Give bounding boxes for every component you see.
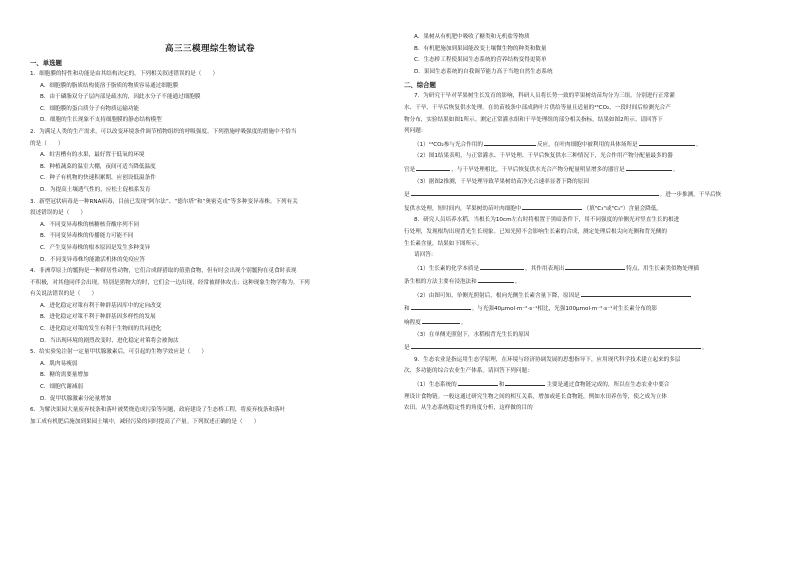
question-line-27: B．糖的需要量增加 [40,372,89,379]
option-line-4: D．果园生态系统的自我调节能力高于当地自然生态系统 [414,68,553,75]
question-line-4: C．细胞膜的蛋白质分子有物质运输功能 [40,105,140,112]
option-line-1: A．果树从有机肥中吸收了糖类和无机盐等物质 [414,34,530,40]
q9-part1: （1）生态系统的 和 主要是通过食物链完成的，所以在生态农业中要合 [404,378,772,392]
right-column [404,32,772,415]
question-line-26: A．肌肉易瘦弱 [40,360,78,367]
question-line-2: A．细胞膜的脂质结构使溶于脂质的物质容易通过细胞膜 [40,82,179,89]
q9-part3: 农田。从生态系统稳定性的角度分析，这样做的目的 [404,405,533,412]
q8-part2-cont: 和 。与光强40μmol·m⁻²·s⁻¹相比，光强100μmol·m⁻²·s⁻¹对生长素分布的影 [404,302,772,316]
left-question-list [30,69,390,428]
question-line-31: 加工成有机肥后施加到果园土壤中，减轻污染的同时提高了产量。下列叙述正确的是（ ） [30,418,260,425]
q8-part3: （3）在单侧光照射下，水稻根背光生长的原因 [414,331,530,338]
q7-part3-cont: 是 。进一步推测，干旱后恢 [404,188,772,202]
q7-stem-line-3: 物分布，实验结果如图1所示。测定正常灌水组和干旱处理组的部分相关指标，结果如图2所示。请回答下 [404,116,663,123]
q8-part1: （1）生长素的化学本质是 ，其作用表现出 特点，用生长素类似物处理插 [404,262,772,276]
question-line-30: 6．为解决果园大量废弃枝条和落叶被焚烧造成污染等问题，政府建设了生态桥工程，将废弃枝条和落叶 [30,407,286,414]
question-line-11: D．为提高土壤透气性的，应松土促根系发育 [40,186,151,193]
question-line-19: 不积极，对其他同伴会出现，特别是猎物大的时，它们会一边出现，经常被群体攻击；这种现象生物学称为。下列 [30,279,310,286]
question-line-20: 有关说法错误的是（ ） [30,291,98,298]
question-line-22: B．进化稳定对策不利于种群基因多样性的发展 [40,314,156,321]
q8-stem-line-2: 行处理，发现根均出现背光生长现象。已知光照不会影响生长素的合成，测定处理后根尖向光侧和背光侧的 [404,228,667,235]
q7-stem [404,91,772,137]
question-line-12: 3．新型冠状病毒是一种RNA病毒，目前已发现“阿尔法”、“德尔塔”和“奥密克戎”等多种变异毒株。下列有关 [30,198,298,205]
question-line-9: B．种植蔬菜的温室大棚，夜间可适当降低温度 [40,163,156,170]
q9-part2: 理设计食物链。一般这通过研究生物之间的相互关系，增加或延长食物链，例如水田养鱼等，使之成为立体 [404,393,667,400]
question-line-8: A．蛀害槽有的水果，最好置于低氧的环境 [40,152,145,159]
left-column [30,32,390,428]
q7-stem-line-4: 列问题： [404,128,427,135]
question-line-1: 1．细胞膜的特性和功能是由其结构决定的。下列相关叙述错误的是（ ） [30,71,219,77]
q7-stem-line-2: 水、干旱、干旱后恢复供水处理。在幼苗枝条中部成熟叶片供给等量且适量的¹³CO₂，一段时间后检测光合产 [404,104,671,111]
section-heading-single-choice: 一、单选题 [30,59,62,67]
q8-stem-line-1: 8．研究人员培养水稻，当根长为10cm左右时将根置于黑暗条件下，用不同强度的单侧光对竖直生长的根进 [414,217,680,224]
q6-options [404,32,772,78]
question-line-15: B．不同变异毒株的传播能力可能不同 [40,233,134,240]
q9-stem-line-2: 次、多功能的综合农业生产体系。请回答下列问题： [404,368,533,375]
option-line-2: B．有机肥施加到果园能改变土壤微生物的种类和数量 [414,45,547,52]
question-line-17: D．不同变异毒株均能激活机体的免疫应答 [40,256,145,263]
question-line-13: 叙述错误的是（ ） [30,210,86,217]
q8-stem [404,215,772,250]
q7-part3: （3）据图2推测，干旱处理导致苹果树幼苗净光合速率显著下降的原因 [414,178,589,185]
question-line-14: A．不同变异毒株的核糖核苷酸序列不同 [40,221,139,228]
q7-part2-cont: 官是 ，与干旱处理相比，干旱后恢复供水光合产物分配量明显增多的器官是 。 [404,163,772,177]
q8-part3-cont: 是 。 [404,341,772,355]
q7-part3-cont2: 复供水处理，短时间内，苹果树幼苗叶肉细胞中 （填"C₃"或"C₅"）含量会降低。 [404,202,772,216]
question-line-3: B．由于磷脂双分子层内部是疏水的，因此水分子不能通过细胞膜 [40,94,201,101]
question-line-28: C．细胞代谢减弱 [40,384,84,391]
q8-part2: （2）由图可知，单侧光照射后，根向光侧生长素含量下降，原因是 [404,289,772,303]
question-line-21: A．进化稳定对策有利于种群基因库中的定向改变 [40,302,162,309]
question-line-16: C．产生变异毒株的根本原因是发生多种变异 [40,244,151,251]
question-line-25: 5．给实验兔注射一定量甲状腺激素后，可引起的生物学效应是（ ） [30,349,207,356]
question-line-6: 2．为满足人类的生产需求，可以改变环境条件调节植物组织的呼吸强度。下列措施呼吸强度的措施中不恰当 [30,128,297,135]
question-line-23: C．进化稳定对策的发生有利于生物间的共同进化 [40,326,162,333]
q8-prompt: 请回答： [414,252,437,259]
q9-stem-line-1: 9．生态农业是指运用生态学原理，在环境与经济协调发展的思想指导下，应用现代科学技术建立起来的多层 [414,356,681,363]
question-line-5: D．细胞的生长现象不支持细胞膜的静态结构模型 [40,117,162,124]
option-line-3: C．生态桥工程使果园生态系统的营养结构变得更简单 [414,57,547,64]
page-title: 高三三模理综生物试卷 [164,44,255,54]
section-heading-comprehensive: 二、综合题 [404,81,436,90]
question-line-10: C．种子有机物的快速积累期，应创设低温条件 [40,175,156,182]
question-line-24: D．当出现环境的剧烈改变时，进化稳定对策将会被淘汰 [40,337,179,344]
q9-stem [404,355,772,378]
q7-part2: （2）图1结果表明，与正常灌水、干旱处理、干旱后恢复供水三种情况下，光合作用产物分配量最多的器 [414,153,673,160]
q7-part1: （1）¹³CO₂参与光合作用的 反应，在叶肉细胞中被利用的具体场所是 。 [404,138,772,152]
q8-part1-cont: 条生根的方法主要有浸泡法和 。 [404,275,772,289]
q8-part2-cont2: 响程度 。 [404,316,772,330]
q8-stem-line-3: 生长素含量，结果如下图所示。 [404,240,483,247]
question-line-18: 4．非洲草原上的鬣狗是一种群居性动物，它们合成群猎取的值猎食物，但有时会出现个别鬣狗在觅食时表现 [30,268,297,275]
q7-stem-line-1: 7．为研究干旱对苹果树生长发育的影响，科研人员将长势一致的苹果树幼苗均分为三组，分别进行正常灌 [414,93,675,100]
question-line-29: D．促甲状腺激素分泌量增加 [40,395,112,402]
question-line-7: 的是（ ） [30,140,64,147]
